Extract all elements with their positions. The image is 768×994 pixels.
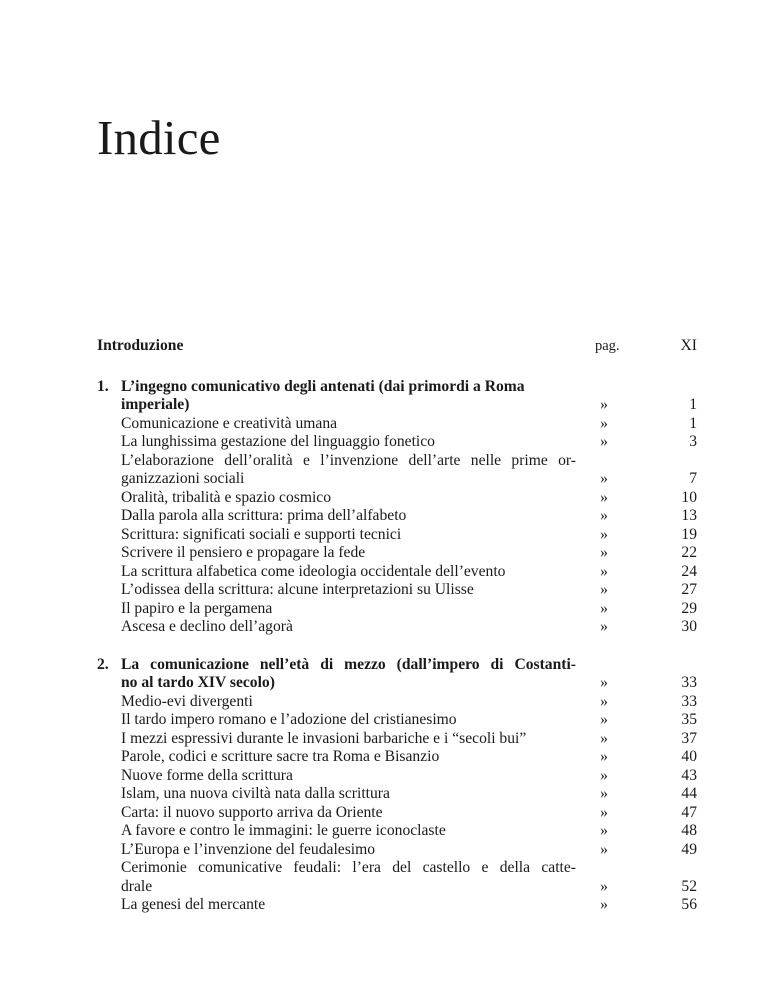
toc-entry-line[interactable] (97, 452, 697, 471)
toc-entry[interactable] (97, 563, 697, 582)
toc-entry[interactable] (97, 544, 697, 563)
entry-page-number: 37 (681, 729, 697, 747)
chapter-title-line2: no al tardo XIV secolo) (121, 674, 275, 691)
chapter-1 (97, 378, 697, 637)
entry-title: Il tardo impero romano e l’adozione del cristianesimo (121, 711, 457, 728)
toc-entry[interactable] (97, 600, 697, 619)
intro-page-number: XI (680, 337, 697, 354)
entry-title: Dalla parola alla scrittura: prima dell’alfabeto (121, 507, 407, 524)
ditto-mark: » (600, 396, 608, 413)
entry-title: L’odissea della scrittura: alcune interpretazioni su Ulisse (121, 581, 474, 598)
entry-title: Scrittura: significati sociali e supporti tecnici (121, 525, 402, 543)
chapter-number: 2. (97, 655, 109, 673)
entry-page-number: 49 (681, 840, 697, 858)
intro-page-label: pag. (595, 338, 620, 354)
entry-page-number: 33 (681, 692, 697, 710)
toc-entry[interactable] (97, 618, 697, 637)
ditto-mark: » (600, 414, 608, 432)
ditto-mark: » (600, 599, 608, 617)
entry-page-number: 52 (681, 877, 697, 895)
chapter-page-number: 33 (681, 674, 697, 691)
entry-page-number: 29 (681, 599, 697, 617)
chapter-number: 1. (97, 377, 109, 395)
entry-page-number: 3 (689, 433, 697, 450)
entry-title: Il papiro e la pergamena (121, 599, 273, 617)
ditto-mark: » (600, 822, 608, 839)
entry-title: Oralità, tribalità e spazio cosmico (121, 488, 332, 506)
page-title: Indice (97, 110, 221, 165)
toc-entry[interactable] (97, 489, 697, 508)
entry-page-number: 1 (689, 414, 697, 432)
chapter-page-number: 1 (689, 396, 697, 413)
chapter-title-line1: L’ingegno comunicativo degli antenati (dai primordi a Roma (121, 377, 525, 395)
ditto-mark: » (600, 470, 608, 487)
entry-page-number: 30 (681, 618, 697, 635)
toc-entry[interactable] (97, 526, 697, 545)
chapter-title-line2: imperiale) (121, 396, 190, 413)
ditto-mark: » (600, 896, 608, 913)
ditto-mark: » (600, 674, 608, 691)
toc-entry[interactable] (97, 767, 697, 786)
ditto-mark: » (600, 748, 608, 765)
entry-page-number: 27 (681, 581, 697, 598)
toc-entry[interactable] (97, 415, 697, 434)
toc-entry[interactable] (97, 822, 697, 841)
ditto-mark: » (600, 488, 608, 506)
entry-title: La scrittura alfabetica come ideologia occidentale dell’evento (121, 562, 506, 580)
ditto-mark: » (600, 692, 608, 710)
ditto-mark: » (600, 785, 608, 802)
toc-entry-line[interactable] (97, 859, 697, 878)
chapter-heading-line[interactable] (97, 656, 697, 675)
ditto-mark: » (600, 525, 608, 543)
entry-title: Ascesa e declino dell’agorà (121, 618, 293, 635)
entry-title: La genesi del mercante (121, 896, 266, 913)
toc-entry[interactable] (97, 693, 697, 712)
ditto-mark: » (600, 877, 608, 895)
toc-entry[interactable] (97, 730, 697, 749)
toc-entry[interactable] (97, 896, 697, 915)
toc-entry[interactable] (97, 804, 697, 823)
chapter-title-line1: La comunicazione nell’età di mezzo (dall’impero di Costanti- (121, 655, 576, 673)
ditto-mark: » (600, 840, 608, 858)
entry-title-line1: Cerimonie comunicative feudali: l’era del castello e della catte- (121, 859, 576, 876)
toc-entry[interactable] (97, 433, 697, 452)
entry-page-number: 13 (681, 507, 697, 524)
entry-title: drale (121, 877, 153, 895)
entry-page-number: 48 (681, 822, 697, 839)
ditto-mark: » (600, 581, 608, 598)
entry-page-number: 40 (681, 748, 697, 765)
toc-entry-introduzione[interactable] (97, 337, 697, 356)
entry-title: A favore e contro le immagini: le guerre iconoclaste (121, 822, 446, 839)
toc-entry[interactable] (97, 507, 697, 526)
entry-page-number: 56 (681, 896, 697, 913)
entry-title: Parole, codici e scritture sacre tra Roma e Bisanzio (121, 748, 440, 765)
toc-entry[interactable] (97, 785, 697, 804)
entry-title: Islam, una nuova civiltà nata dalla scrittura (121, 785, 390, 802)
ditto-mark: » (600, 803, 608, 821)
ditto-mark: » (600, 433, 608, 450)
entry-page-number: 35 (681, 711, 697, 728)
entry-title: Comunicazione e creatività umana (121, 414, 338, 432)
entry-page-number: 22 (681, 544, 697, 561)
entry-title: Carta: il nuovo supporto arriva da Oriente (121, 803, 383, 821)
toc-entry[interactable] (97, 470, 697, 489)
entry-title: Medio-evi divergenti (121, 692, 253, 710)
entry-title: I mezzi espressivi durante le invasioni barbariche e i “secoli bui” (121, 729, 527, 747)
entry-title: Nuove forme della scrittura (121, 766, 293, 784)
ditto-mark: » (600, 711, 608, 728)
chapter-heading-line[interactable] (97, 674, 697, 693)
entry-page-number: 19 (681, 525, 697, 543)
ditto-mark: » (600, 544, 608, 561)
ditto-mark: » (600, 507, 608, 524)
toc-entry[interactable] (97, 878, 697, 897)
entry-page-number: 7 (689, 470, 697, 487)
entry-page-number: 44 (681, 785, 697, 802)
entry-page-number: 43 (681, 766, 697, 784)
toc-entry[interactable] (97, 581, 697, 600)
ditto-mark: » (600, 729, 608, 747)
toc-entry[interactable] (97, 748, 697, 767)
entry-title: La lunghissima gestazione del linguaggio fonetico (121, 433, 435, 450)
toc-entry[interactable] (97, 711, 697, 730)
entry-page-number: 24 (681, 562, 697, 580)
chapter-heading-line[interactable] (97, 378, 697, 397)
ditto-mark: » (600, 562, 608, 580)
entry-title: L’Europa e l’invenzione del feudalesimo (121, 840, 376, 858)
entry-title-line1: L’elaborazione dell’oralità e l’invenzione dell’arte nelle prime or- (121, 451, 576, 469)
table-of-contents (97, 337, 697, 915)
entry-title: Scrivere il pensiero e propagare la fede (121, 544, 366, 561)
ditto-mark: » (600, 618, 608, 635)
chapter-2 (97, 656, 697, 915)
ditto-mark: » (600, 766, 608, 784)
intro-title: Introduzione (97, 337, 184, 354)
entry-page-number: 47 (681, 803, 697, 821)
toc-entry[interactable] (97, 841, 697, 860)
entry-title: ganizzazioni sociali (121, 470, 245, 487)
chapter-heading-line[interactable] (97, 396, 697, 415)
entry-page-number: 10 (681, 488, 697, 506)
